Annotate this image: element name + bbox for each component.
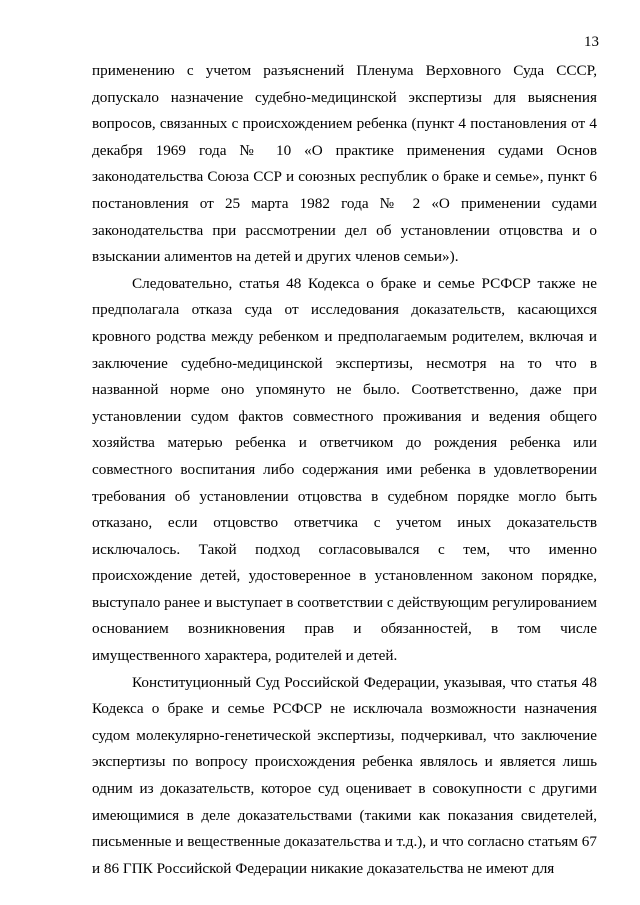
paragraph-continuation: применению с учетом разъяснений Пленума Верховного Суда СССР, допускало назначение судебно-медицинской экспертизы для выяснения вопросов, связанных с происхождением ребенка (пункт 4 постановления от 4 декабря 1969 года № 10 «О практике применения судами Основ законодательства Союза ССР и союзных республик о браке и семье», пункт 6 постановления от 25 марта 1982 года № 2 «О применении судами законодательства при рассмотрении дел об установлении отцовства и о взыскании алиментов на детей и других членов семьи»).: [92, 62, 597, 266]
document-body: [92, 58, 597, 882]
paragraph: Следовательно, статья 48 Кодекса о браке и семье РСФСР также не предполагала отказа суда от исследования доказательств, касающихся кровного родства между ребенком и предполагаемым родителем, включая и заключение судебно-медицинской экспертизы, несмотря на то что в названной норме оно упомянуто не было. Соответственно, даже при установлении судом фактов совместного проживания и ведения общего хозяйства матерью ребенка и ответчиком до рождения ребенка или совместного воспитания либо содержания ими ребенка в удовлетворении требования об установлении отцовства в судебном порядке могло быть отказано, если отцовство ответчика с учетом иных доказательств исключалось. Такой подход согласовывался с тем, что именно происхождение детей, удостоверенное в установленном законом порядке, выступало ранее и выступает в соответствии с действующим регулированием основанием возникновения прав и обязанностей, в том числе имущественного характера, родителей и детей.: [92, 274, 597, 665]
paragraph: Конституционный Суд Российской Федерации, указывая, что статья 48 Кодекса о браке и семье РСФСР не исключала возможности назначения судом молекулярно-генетической экспертизы, подчеркивал, что заключение экспертизы по вопросу происхождения ребенка являлось и является лишь одним из доказательств, которое суд оценивает в совокупности с другими имеющимися в деле доказательствами (такими как показания свидетелей, письменные и вещественные доказательства и т.д.), и что согласно статьям 67 и 86 ГПК Российской Федерации никакие доказательства не имеют для: [92, 673, 597, 877]
page-number: 13: [584, 34, 599, 50]
